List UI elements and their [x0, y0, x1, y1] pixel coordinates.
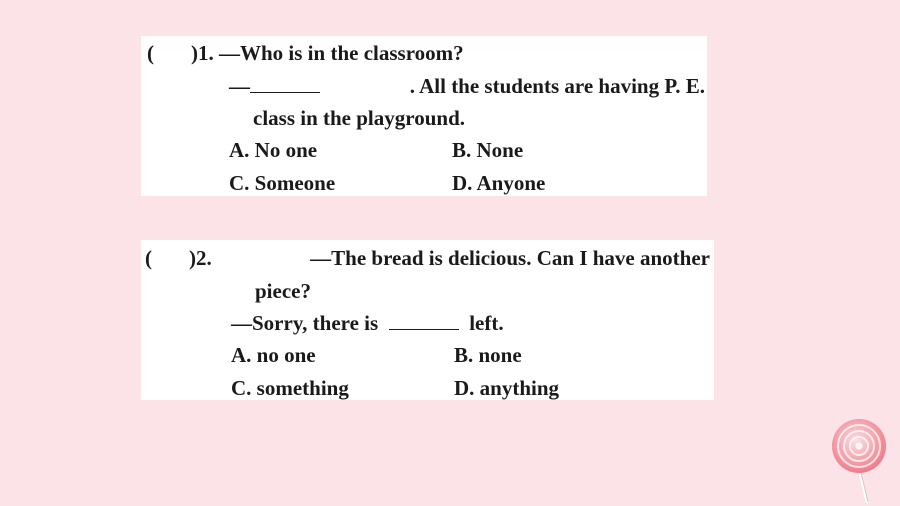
question-prompt: —The bread is delicious. Can I have another [310, 246, 710, 270]
answer-text: . All the students are having P. E. [409, 74, 705, 98]
question-number: 2. [196, 246, 212, 270]
question-2-prompt-line [145, 245, 710, 271]
question-1-prompt-line [147, 40, 464, 66]
question-1-continuation: class in the playground. [253, 106, 465, 130]
option-b: B. None [452, 138, 524, 162]
question-number: 1. [198, 41, 214, 65]
answer-dash: — [229, 74, 250, 98]
lollipop-icon [826, 418, 896, 504]
option-a: A. No one [229, 138, 318, 162]
answer-paren-left: ( [147, 41, 154, 65]
answer-paren-right: ) [189, 246, 196, 270]
option-b: B. none [454, 343, 522, 367]
reply-text: —Sorry, there is [231, 311, 379, 335]
question-2-reply-line [231, 310, 504, 336]
answer-blank [389, 311, 459, 330]
answer-paren-right: ) [191, 41, 198, 65]
question-1-answer-line [229, 73, 705, 99]
option-d: D. Anyone [452, 171, 546, 195]
question-2-card [141, 240, 714, 400]
option-d: D. anything [454, 376, 560, 400]
option-c: C. Someone [229, 171, 336, 195]
option-c: C. something [231, 376, 349, 400]
answer-paren-left: ( [145, 246, 152, 270]
reply-end: left. [469, 311, 504, 335]
question-1-card [141, 36, 707, 196]
answer-blank [250, 74, 320, 93]
question-prompt: —Who is in the classroom? [219, 41, 464, 65]
option-a: A. no one [231, 343, 316, 367]
question-2-continuation: piece? [255, 279, 311, 303]
